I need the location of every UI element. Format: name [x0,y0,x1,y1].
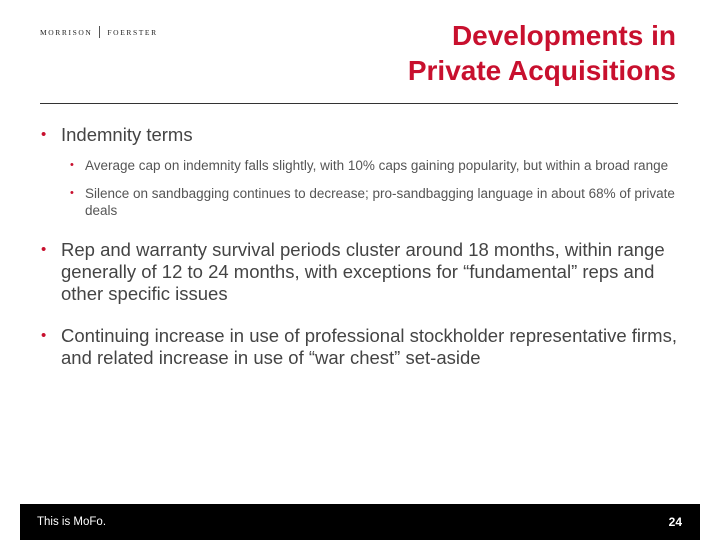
footer-tagline: This is MoFo. [37,516,107,528]
page-number: 24 [668,515,682,529]
logo-divider [99,26,100,38]
logo-right-word: FOERSTER [107,27,158,37]
title-line-2: Private Acquisitions [407,55,676,86]
bullet-stockholder-representative: • Continuing increase in use of professional stockholder representative firms, and related increase in use of “war chest” set-aside [40,325,680,369]
bullet-list [40,122,680,369]
footer-bar [20,504,700,540]
sub-bullet-indemnity-cap: • Average cap on indemnity falls slightly, with 10% caps gaining popularity, but within a broad range [40,157,680,174]
firm-logo [40,26,158,38]
logo-left-word: MORRISON [40,27,93,37]
title-line-1: Developments in [451,20,676,51]
sub-bullet-sandbagging: • Silence on sandbagging continues to decrease; pro-sandbagging language in about 68% of private deals [40,185,680,219]
title-divider [40,103,678,104]
bullet-indemnity-terms: • Indemnity terms [40,124,680,146]
slide-title [256,18,676,88]
bullet-survival-periods: • Rep and warranty survival periods cluster around 18 months, within range generally of 12 to 24 months, with exceptions for “fundamental” reps and other specific issues [40,239,680,305]
